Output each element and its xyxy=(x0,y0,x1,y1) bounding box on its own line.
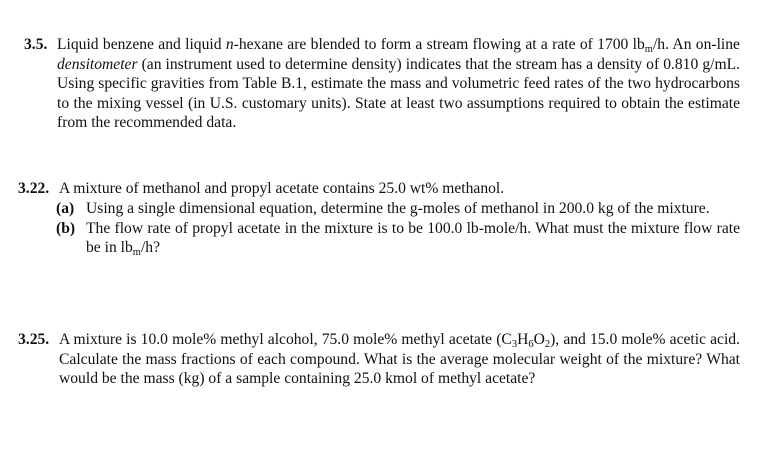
part-label: (b) xyxy=(56,219,76,237)
formula-subscript: 3 xyxy=(511,339,518,350)
problem-text xyxy=(57,35,740,133)
part-b xyxy=(56,219,740,258)
text-segment: /h. An on-line xyxy=(652,36,740,53)
text-segment: O xyxy=(533,331,545,348)
text-segment: ), and 15.0 mole% acetic acid. Calculate the mass fractions of each compound. What is the average molecular weight of the mixture? What would be the mass (kg) of a sample containing 25.0 kmol of methyl acetate? xyxy=(59,331,740,388)
text-segment: (an instrument used to determine density) indicates that the stream has a density of 0.810 g/mL. Using specific gravities from Table B.1, estimate the mass and volumetric feed rates of the two hydrocarbons to the mixing vessel (in U.S. customary units). State at least two assumptions required to obtain the estimate from the recommended data. xyxy=(57,55,740,132)
problem-3-25 xyxy=(18,330,740,389)
formula-subscript: 2 xyxy=(544,339,551,350)
part-label: (a) xyxy=(56,200,75,217)
text-segment: A mixture is 10.0 mole% methyl alcohol, 75.0 mole% methyl acetate (C xyxy=(59,331,512,348)
unit-subscript: m xyxy=(132,247,141,259)
problem-number: 3.25. xyxy=(18,331,50,348)
part-text xyxy=(86,219,740,258)
problem-3-22 xyxy=(18,179,740,259)
part-a xyxy=(56,199,740,219)
text-segment: Liquid benzene and liquid xyxy=(57,36,226,53)
italic-n: n xyxy=(225,36,234,53)
text-segment: The flow rate of propyl acetate in the mixture is to be 100.0 lb-mole/h. What must the mixture flow rate be in lb xyxy=(86,219,740,257)
problem-number: 3.5. xyxy=(24,36,48,53)
text-segment: H xyxy=(517,331,529,348)
unit-subscript: m xyxy=(644,44,653,55)
problem-number: 3.22. xyxy=(18,180,50,197)
italic-densitometer: densitometer xyxy=(57,55,138,73)
part-text: Using a single dimensional equation, determine the g-moles of methanol in 200.0 kg of the mixture. xyxy=(86,200,710,217)
problem-text xyxy=(59,330,740,389)
problem-parts xyxy=(56,199,740,258)
problem-3-5 xyxy=(24,35,740,133)
formula-subscript: 6 xyxy=(528,339,534,350)
problem-text: A mixture of methanol and propyl acetate contains 25.0 wt% methanol. xyxy=(59,180,505,197)
text-segment: /h? xyxy=(140,239,161,257)
text-segment: -hexane are blended to form a stream flowing at a rate of 1700 lb xyxy=(233,36,645,53)
